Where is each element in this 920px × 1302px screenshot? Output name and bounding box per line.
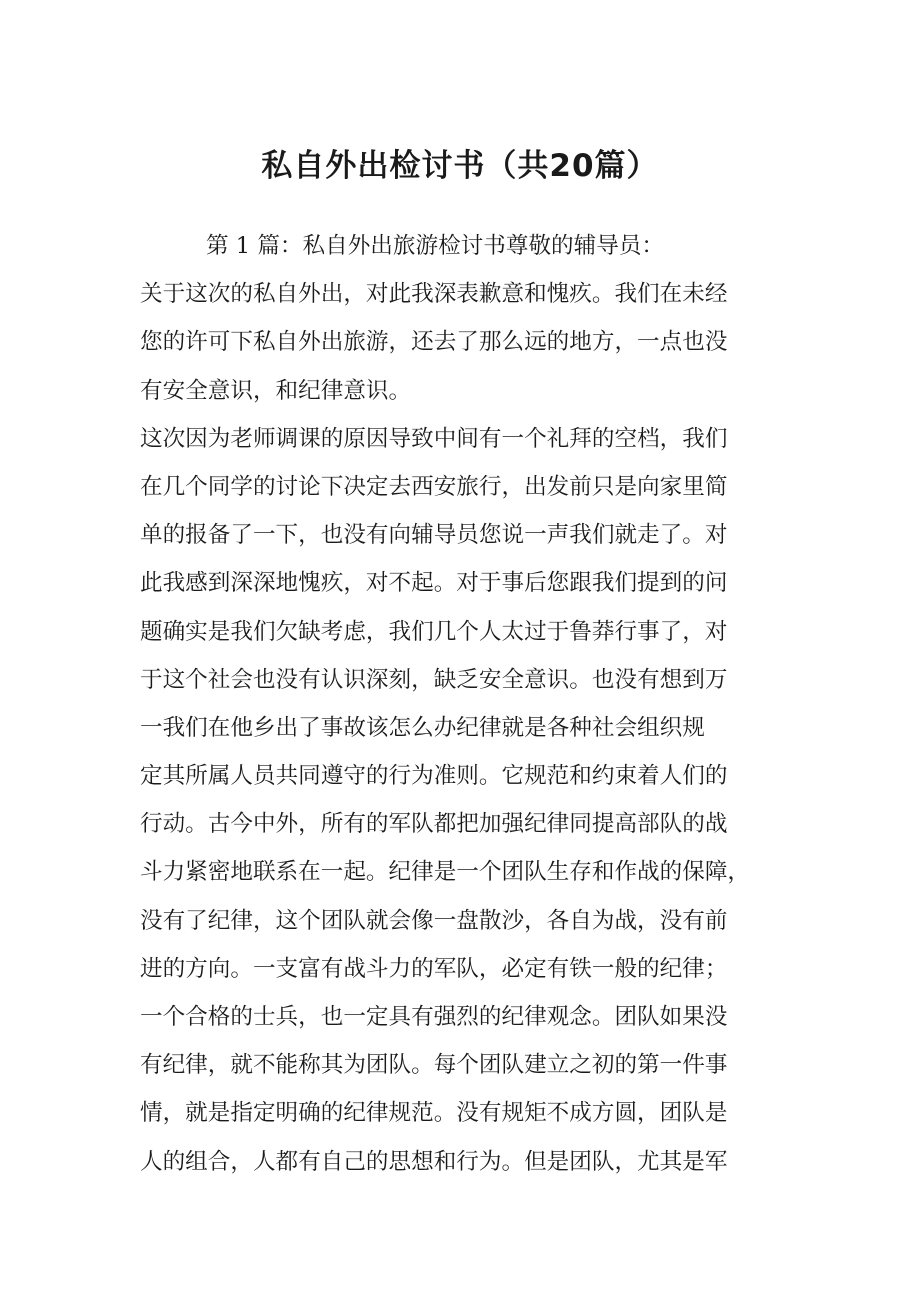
paragraph-line: 题确实是我们欠缺考虑，我们几个人太过于鲁莽行事了，对 <box>140 618 728 645</box>
paragraph-line: 此我感到深深地愧疚，对不起。对于事后您跟我们提到的问 <box>140 570 728 597</box>
document-body <box>140 222 780 1186</box>
paragraph-line: 行动。古今中外，所有的军队都把加强纪律同提高部队的战 <box>140 811 728 838</box>
paragraph-line: 这次因为老师调课的原因导致中间有一个礼拜的空档，我们 <box>140 425 728 452</box>
paragraph-line: 单的报备了一下，也没有向辅导员您说一声我们就走了。对 <box>140 522 728 549</box>
paragraph-line: 关于这次的私自外出，对此我深表歉意和愧疚。我们在未经 <box>140 281 728 308</box>
paragraph-line: 定其所属人员共同遵守的行为准则。它规范和约束着人们的 <box>140 763 728 790</box>
paragraph-line: 一个合格的士兵，也一定具有强烈的纪律观念。团队如果没 <box>140 1004 728 1030</box>
paragraph-line: 在几个同学的讨论下决定去西安旅行，出发前只是向家里简 <box>140 473 728 500</box>
paragraph-line: 您的许可下私自外出旅游，还去了那么远的地方，一点也没 <box>140 329 728 356</box>
paragraph-line: 斗力紧密地联系在一起。纪律是一个团队生存和作战的保障， <box>140 859 751 886</box>
section-heading: 第 1 篇：私自外出旅游检讨书尊敬的辅导员： <box>206 233 665 259</box>
paragraph-line: 进的方向。一支富有战斗力的军队，必定有铁一般的纪律； <box>140 955 728 982</box>
document-title: 私自外出检讨书（共20篇） <box>261 148 659 184</box>
paragraph-line: 于这个社会也没有认识深刻，缺乏安全意识。也没有想到万 <box>140 666 728 693</box>
paragraph-line: 没有了纪律，这个团队就会像一盘散沙，各自为战，没有前 <box>140 907 728 934</box>
paragraph-line: 有纪律，就不能称其为团队。每个团队建立之初的第一件事 <box>140 1052 728 1079</box>
paragraph-line: 人的组合，人都有自己的思想和行为。但是团队，尤其是军 <box>140 1148 728 1175</box>
paragraph-line: 情，就是指定明确的纪律规范。没有规矩不成方圆，团队是 <box>140 1100 728 1127</box>
paragraph-line: 有安全意识，和纪律意识。 <box>140 377 412 404</box>
paragraph-line: 一我们在他乡出了事故该怎么办纪律就是各种社会组织规 <box>140 714 705 741</box>
